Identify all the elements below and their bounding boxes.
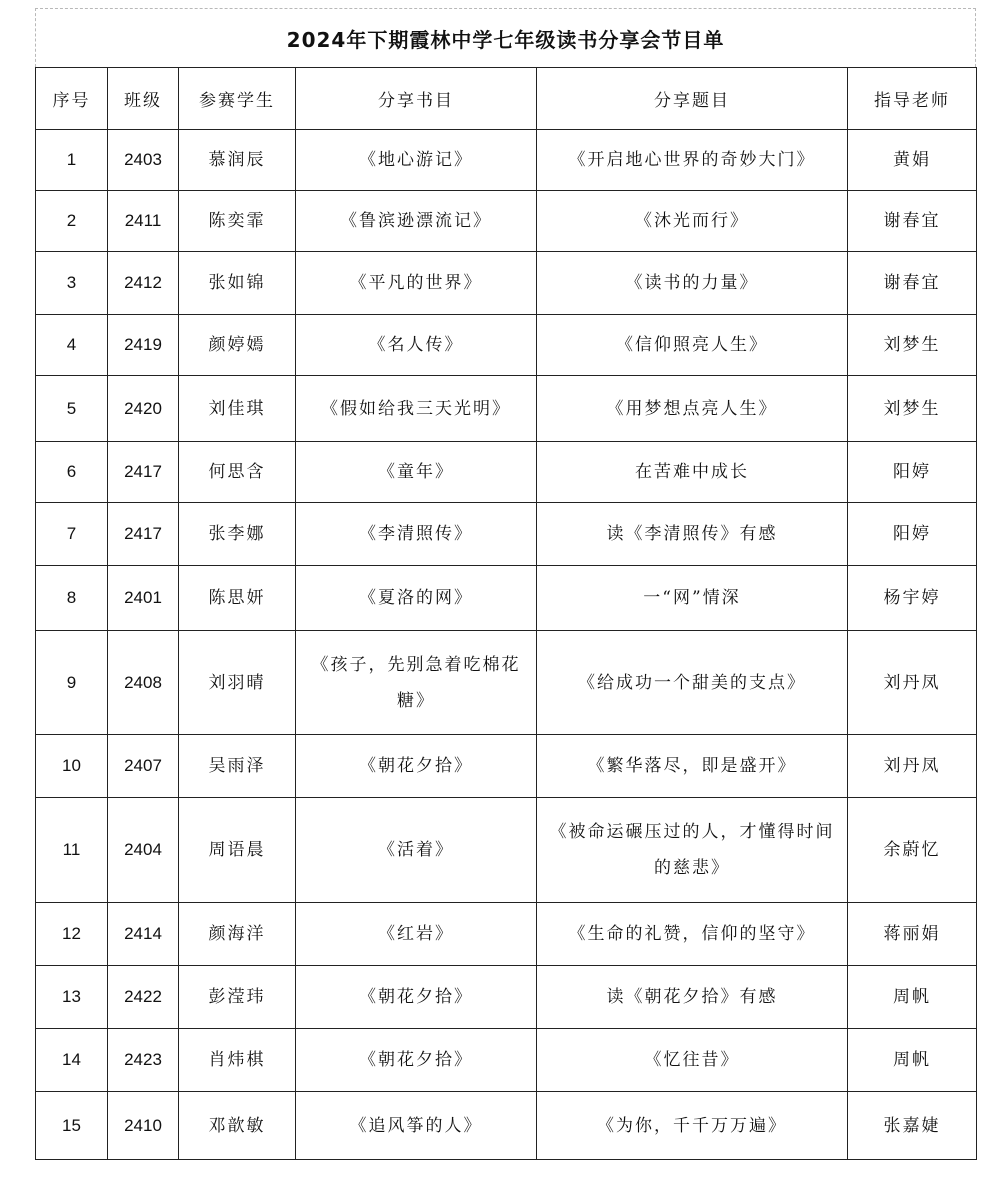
cell-class: 2411 [108, 191, 179, 252]
cell-topic: 《被命运碾压过的人，才懂得时间的慈悲》 [537, 798, 848, 903]
header-row [36, 68, 977, 130]
cell-class: 2417 [108, 442, 179, 503]
cell-index: 5 [36, 376, 108, 442]
cell-student: 张李娜 [179, 503, 296, 566]
table-row [36, 315, 977, 376]
cell-topic: 《生命的礼赞，信仰的坚守》 [537, 903, 848, 966]
program-table [35, 67, 977, 1160]
cell-index: 4 [36, 315, 108, 376]
cell-class: 2408 [108, 631, 179, 735]
cell-topic: 一“网”情深 [537, 566, 848, 631]
table-row [36, 903, 977, 966]
table-row [36, 631, 977, 735]
table-row [36, 191, 977, 252]
cell-teacher: 刘梦生 [848, 315, 977, 376]
cell-book: 《红岩》 [296, 903, 537, 966]
cell-book: 《李清照传》 [296, 503, 537, 566]
cell-student: 吴雨泽 [179, 735, 296, 798]
cell-teacher: 蒋丽娟 [848, 903, 977, 966]
cell-student: 陈奕霏 [179, 191, 296, 252]
cell-index: 14 [36, 1029, 108, 1092]
cell-class: 2422 [108, 966, 179, 1029]
cell-student: 邓歆敏 [179, 1092, 296, 1160]
cell-index: 2 [36, 191, 108, 252]
cell-class: 2419 [108, 315, 179, 376]
cell-teacher: 余蔚忆 [848, 798, 977, 903]
table-row [36, 252, 977, 315]
cell-book: 《平凡的世界》 [296, 252, 537, 315]
cell-teacher: 黄娟 [848, 130, 977, 191]
cell-book: 《朝花夕拾》 [296, 1029, 537, 1092]
table-row [36, 376, 977, 442]
title-box [35, 8, 976, 67]
cell-teacher: 张嘉婕 [848, 1092, 977, 1160]
cell-teacher: 刘丹凤 [848, 631, 977, 735]
cell-index: 11 [36, 798, 108, 903]
cell-teacher: 阳婷 [848, 442, 977, 503]
cell-topic: 读《李清照传》有感 [537, 503, 848, 566]
cell-topic: 《给成功一个甜美的支点》 [537, 631, 848, 735]
cell-topic: 《开启地心世界的奇妙大门》 [537, 130, 848, 191]
cell-topic: 《繁华落尽，即是盛开》 [537, 735, 848, 798]
cell-book: 《鲁滨逊漂流记》 [296, 191, 537, 252]
table-row [36, 566, 977, 631]
cell-student: 颜海洋 [179, 903, 296, 966]
table-row [36, 1029, 977, 1092]
header-teacher: 指导老师 [848, 68, 977, 130]
cell-index: 3 [36, 252, 108, 315]
table-row [36, 442, 977, 503]
cell-book: 《地心游记》 [296, 130, 537, 191]
page-title: 2024年下期霞林中学七年级读书分享会节目单 [286, 27, 725, 52]
cell-class: 2423 [108, 1029, 179, 1092]
cell-class: 2410 [108, 1092, 179, 1160]
cell-teacher: 杨宇婷 [848, 566, 977, 631]
table-row [36, 798, 977, 903]
cell-topic: 在苦难中成长 [537, 442, 848, 503]
cell-student: 刘佳琪 [179, 376, 296, 442]
cell-class: 2412 [108, 252, 179, 315]
cell-topic: 《用梦想点亮人生》 [537, 376, 848, 442]
cell-book: 《追风筝的人》 [296, 1092, 537, 1160]
cell-topic: 《信仰照亮人生》 [537, 315, 848, 376]
cell-index: 10 [36, 735, 108, 798]
cell-student: 陈思妍 [179, 566, 296, 631]
cell-class: 2407 [108, 735, 179, 798]
cell-book: 《名人传》 [296, 315, 537, 376]
cell-index: 15 [36, 1092, 108, 1160]
header-book: 分享书目 [296, 68, 537, 130]
cell-topic: 《忆往昔》 [537, 1029, 848, 1092]
cell-class: 2420 [108, 376, 179, 442]
header-student: 参赛学生 [179, 68, 296, 130]
cell-topic: 读《朝花夕拾》有感 [537, 966, 848, 1029]
cell-book: 《童年》 [296, 442, 537, 503]
cell-teacher: 谢春宜 [848, 252, 977, 315]
table-row [36, 503, 977, 566]
cell-book: 《假如给我三天光明》 [296, 376, 537, 442]
cell-teacher: 刘梦生 [848, 376, 977, 442]
cell-student: 肖炜棋 [179, 1029, 296, 1092]
cell-class: 2414 [108, 903, 179, 966]
cell-index: 13 [36, 966, 108, 1029]
cell-teacher: 谢春宜 [848, 191, 977, 252]
cell-student: 周语晨 [179, 798, 296, 903]
cell-book: 《孩子，先别急着吃棉花糖》 [296, 631, 537, 735]
cell-student: 彭滢玮 [179, 966, 296, 1029]
cell-book: 《夏洛的网》 [296, 566, 537, 631]
cell-student: 刘羽晴 [179, 631, 296, 735]
cell-index: 6 [36, 442, 108, 503]
cell-teacher: 周帆 [848, 966, 977, 1029]
cell-student: 慕润辰 [179, 130, 296, 191]
table-row [36, 966, 977, 1029]
cell-teacher: 周帆 [848, 1029, 977, 1092]
cell-index: 7 [36, 503, 108, 566]
cell-class: 2417 [108, 503, 179, 566]
cell-class: 2404 [108, 798, 179, 903]
header-class: 班级 [108, 68, 179, 130]
table-row [36, 1092, 977, 1160]
cell-class: 2401 [108, 566, 179, 631]
table-row [36, 130, 977, 191]
cell-index: 1 [36, 130, 108, 191]
cell-student: 张如锦 [179, 252, 296, 315]
cell-book: 《朝花夕拾》 [296, 966, 537, 1029]
cell-topic: 《读书的力量》 [537, 252, 848, 315]
program-sheet [35, 8, 976, 1160]
header-topic: 分享题目 [537, 68, 848, 130]
cell-index: 9 [36, 631, 108, 735]
cell-topic: 《沐光而行》 [537, 191, 848, 252]
table-row [36, 735, 977, 798]
cell-book: 《朝花夕拾》 [296, 735, 537, 798]
cell-student: 何思含 [179, 442, 296, 503]
cell-index: 8 [36, 566, 108, 631]
cell-book: 《活着》 [296, 798, 537, 903]
header-index: 序号 [36, 68, 108, 130]
cell-teacher: 阳婷 [848, 503, 977, 566]
cell-teacher: 刘丹凤 [848, 735, 977, 798]
cell-index: 12 [36, 903, 108, 966]
cell-topic: 《为你，千千万万遍》 [537, 1092, 848, 1160]
cell-student: 颜婷嫣 [179, 315, 296, 376]
cell-class: 2403 [108, 130, 179, 191]
